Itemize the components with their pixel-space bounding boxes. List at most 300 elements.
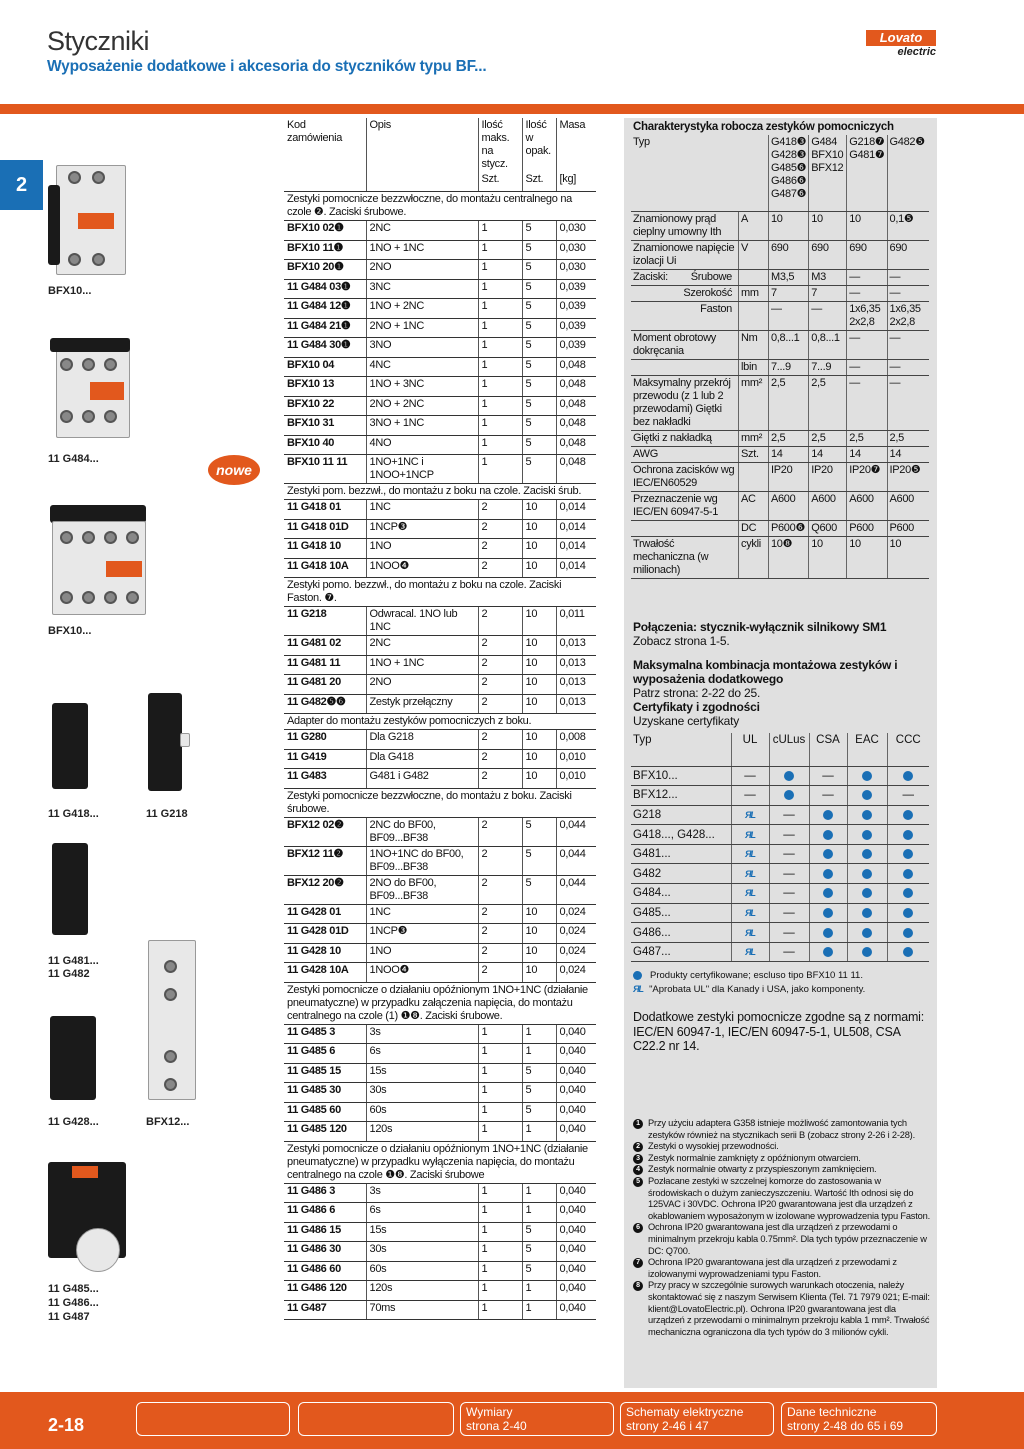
char-row <box>631 462 929 491</box>
certified-dot-icon <box>903 830 913 840</box>
product-label: 11 G218 <box>146 808 188 820</box>
certified-dot-icon <box>823 908 833 918</box>
char-row <box>631 269 929 285</box>
cert-value <box>769 766 809 786</box>
cell-desc: 1NC <box>366 904 478 924</box>
certified-dot-icon <box>823 830 833 840</box>
table-row[interactable] <box>284 943 596 963</box>
cert-value: — <box>887 786 929 806</box>
char-label: Przeznaczenie wg IEC/EN 60947-5-1 <box>631 491 739 520</box>
cell-code: 11 G481 02 <box>284 636 366 656</box>
footnote-number-icon: 8 <box>633 1281 643 1291</box>
cell-code: 11 G484 12❶ <box>284 299 366 319</box>
cell-pack: 1 <box>522 1183 556 1203</box>
table-row[interactable] <box>284 769 596 789</box>
char-unit: mm² <box>739 430 769 446</box>
table-row[interactable] <box>284 500 596 520</box>
char-value: — <box>809 301 847 330</box>
cell-mass: 0,048 <box>556 435 596 455</box>
table-row[interactable] <box>284 260 596 280</box>
cell-code: 11 G485 60 <box>284 1102 366 1122</box>
cell-desc: 1NO + 1NC <box>366 655 478 675</box>
cell-mass: 0,024 <box>556 904 596 924</box>
table-row[interactable] <box>284 1300 596 1320</box>
table-row[interactable] <box>284 1063 596 1083</box>
product-label: 11 G484... <box>48 453 99 465</box>
char-row <box>631 359 929 375</box>
table-row[interactable] <box>284 396 596 416</box>
cell-code: BFX10 13 <box>284 377 366 397</box>
cert-value <box>847 864 887 884</box>
cell-pack: 5 <box>522 846 556 875</box>
product-label: 11 G481... <box>48 955 99 967</box>
table-row[interactable] <box>284 1281 596 1301</box>
cell-desc: 6s <box>366 1044 478 1064</box>
table-row[interactable] <box>284 749 596 769</box>
char-value: A600 <box>809 491 847 520</box>
cell-mass: 0,040 <box>556 1024 596 1044</box>
cert-value <box>887 825 929 845</box>
char-value: — <box>847 330 887 359</box>
cell-code: BFX12 20❷ <box>284 875 366 904</box>
table-row[interactable] <box>284 655 596 675</box>
cell-qty: 1 <box>478 1063 522 1083</box>
cell-desc: 3s <box>366 1183 478 1203</box>
product-image-g481 <box>52 843 92 938</box>
char-row <box>631 536 929 578</box>
cell-mass: 0,040 <box>556 1261 596 1281</box>
cert-row <box>631 923 929 943</box>
section-title-row <box>284 484 596 500</box>
cell-pack: 5 <box>522 1242 556 1262</box>
cert-value: — <box>731 766 769 786</box>
footnote: 7 Ochrona IP20 gwarantowana jest dla urządzeń z przewodami z izolowanymi wyprowadzeniami typu Faston. <box>633 1257 933 1280</box>
char-value: 690 <box>768 240 808 269</box>
char-value: 2,5 <box>768 375 808 430</box>
section-title-row <box>284 714 596 730</box>
cert-value <box>887 864 929 884</box>
cell-pack: 10 <box>522 694 556 714</box>
cell-qty: 1 <box>478 240 522 260</box>
table-row[interactable] <box>284 924 596 944</box>
cell-qty: 2 <box>478 694 522 714</box>
cell-qty: 1 <box>478 1183 522 1203</box>
cell-code: 11 G486 15 <box>284 1222 366 1242</box>
cell-desc: Dla G418 <box>366 749 478 769</box>
cell-pack: 10 <box>522 730 556 750</box>
cell-pack: 1 <box>522 1024 556 1044</box>
char-unit <box>739 462 769 491</box>
cell-desc: 30s <box>366 1242 478 1262</box>
cell-desc: 1NO + 1NC <box>366 240 478 260</box>
cell-mass: 0,030 <box>556 240 596 260</box>
cert-type: G487... <box>631 942 731 962</box>
cell-qty: 2 <box>478 846 522 875</box>
certified-dot-icon <box>862 947 872 957</box>
max-combo-block <box>633 658 929 728</box>
page-subtitle: Wyposażenie dodatkowe i akcesoria do styczników typu BF... <box>47 58 487 75</box>
table-row[interactable] <box>284 675 596 695</box>
cert-value <box>809 844 847 864</box>
cell-pack: 5 <box>522 416 556 436</box>
table-row[interactable] <box>284 240 596 260</box>
cell-desc: 2NO do BF00, BF09...BF38 <box>366 875 478 904</box>
table-row[interactable] <box>284 1122 596 1142</box>
table-row[interactable] <box>284 1203 596 1223</box>
cell-qty: 2 <box>478 943 522 963</box>
cert-value <box>847 942 887 962</box>
cert-col-ul: UL <box>731 733 769 766</box>
char-value: — <box>887 285 929 301</box>
cert-value <box>847 903 887 923</box>
table-row[interactable] <box>284 1102 596 1122</box>
cell-desc: 15s <box>366 1222 478 1242</box>
cell-code: 11 G418 10A <box>284 558 366 578</box>
ul-recognized-icon: ЯL <box>744 888 756 899</box>
cell-desc: 2NO + 1NC <box>366 318 478 338</box>
char-value: 7...9 <box>809 359 847 375</box>
char-value: P600 <box>887 520 929 536</box>
char-value: — <box>847 375 887 430</box>
cert-row <box>631 864 929 884</box>
char-value: 10 <box>809 536 847 578</box>
cell-code: BFX10 11 11 <box>284 455 366 484</box>
cell-code: 11 G428 01 <box>284 904 366 924</box>
cert-value <box>731 844 769 864</box>
table-row[interactable] <box>284 1222 596 1242</box>
connection-title: Połączenia: stycznik-wyłącznik silnikowy SM1 <box>633 620 887 634</box>
cell-code: BFX10 40 <box>284 435 366 455</box>
cell-mass: 0,040 <box>556 1300 596 1320</box>
table-row[interactable] <box>284 1183 596 1203</box>
char-row <box>631 446 929 462</box>
certified-dot-icon <box>862 830 872 840</box>
lovato-logo <box>866 30 936 60</box>
cell-desc: 2NC <box>366 636 478 656</box>
cell-pack: 10 <box>522 519 556 539</box>
cert-value <box>731 825 769 845</box>
char-unit: V <box>739 240 769 269</box>
char-row <box>631 211 929 240</box>
table-row[interactable] <box>284 435 596 455</box>
footer-link-dimensions[interactable]: Wymiary strona 2-40 <box>460 1402 614 1436</box>
cell-qty: 2 <box>478 769 522 789</box>
table-row[interactable] <box>284 318 596 338</box>
cert-value: — <box>769 844 809 864</box>
cert-type: G481... <box>631 844 731 864</box>
table-row[interactable] <box>284 357 596 377</box>
cell-code: 11 G428 01D <box>284 924 366 944</box>
char-label: Moment obrotowy dokręcania <box>631 330 739 359</box>
certified-dot-icon <box>823 810 833 820</box>
cell-qty: 1 <box>478 1044 522 1064</box>
cell-qty: 2 <box>478 655 522 675</box>
cert-value: — <box>769 942 809 962</box>
cert-value: — <box>769 864 809 884</box>
certified-dot-icon <box>784 771 794 781</box>
cell-code: 11 G418 01 <box>284 500 366 520</box>
cell-pack: 5 <box>522 396 556 416</box>
footnotes <box>633 1118 933 1338</box>
table-row[interactable] <box>284 963 596 983</box>
product-image-bfx10-4 <box>50 505 148 617</box>
product-label: 11 G485... <box>48 1283 99 1295</box>
cell-code: 11 G486 120 <box>284 1281 366 1301</box>
col-desc: Opis <box>366 118 478 172</box>
table-row[interactable] <box>284 1024 596 1044</box>
footer-link-technical-data[interactable]: Dane techniczne strony 2-48 do 65 i 69 <box>781 1402 937 1436</box>
cell-mass: 0,048 <box>556 416 596 436</box>
cell-pack: 5 <box>522 817 556 846</box>
cell-mass: 0,013 <box>556 636 596 656</box>
cell-qty: 2 <box>478 963 522 983</box>
char-unit: Nm <box>739 330 769 359</box>
table-row[interactable] <box>284 1261 596 1281</box>
cert-value <box>809 864 847 884</box>
chapter-tab[interactable]: 2 <box>0 160 43 210</box>
cell-pack: 1 <box>522 1122 556 1142</box>
section-title: Adapter do montażu zestyków pomocniczych z boku. <box>284 714 596 730</box>
char-value: M3,5 <box>768 269 808 285</box>
table-row[interactable] <box>284 1044 596 1064</box>
char-value: 1x6,35 2x2,8 <box>847 301 887 330</box>
table-row[interactable] <box>284 539 596 559</box>
cell-pack: 1 <box>522 1281 556 1301</box>
cell-qty: 1 <box>478 1261 522 1281</box>
char-unit: AC <box>739 491 769 520</box>
table-row[interactable] <box>284 377 596 397</box>
cert-value: — <box>809 766 847 786</box>
cert-value <box>887 942 929 962</box>
section-title: Zestyki pomocnicze bezzwłoczne, do montażu z boku. Zaciski śrubowe. <box>284 788 596 817</box>
cell-mass: 0,040 <box>556 1183 596 1203</box>
cert-type: BFX10... <box>631 766 731 786</box>
cert-type: G482 <box>631 864 731 884</box>
product-label: 11 G418... <box>48 808 99 820</box>
characteristics-table <box>631 120 929 579</box>
cert-value: — <box>769 805 809 825</box>
char-label: Giętki z nakładką <box>631 430 739 446</box>
cert-value <box>809 825 847 845</box>
char-value: 14 <box>768 446 808 462</box>
cell-code: 11 G485 3 <box>284 1024 366 1044</box>
cell-mass: 0,014 <box>556 539 596 559</box>
cell-pack: 1 <box>522 1203 556 1223</box>
cert-row <box>631 903 929 923</box>
cell-code: 11 G484 03❶ <box>284 279 366 299</box>
type-label: Typ <box>631 135 739 211</box>
table-row[interactable] <box>284 730 596 750</box>
table-row[interactable] <box>284 694 596 714</box>
cell-pack: 5 <box>522 875 556 904</box>
table-units-row <box>284 172 596 192</box>
certified-dot-icon <box>862 928 872 938</box>
section-title: Zestyki pomocnicze o działaniu opóźnionym 1NO+1NC (działanie pneumatyczne) w przypadku załączenia napięcia, do montażu centralnego na czole (1) ❶❽. Zaciski śrubowe. <box>284 982 596 1024</box>
char-label: Faston <box>631 301 739 330</box>
cell-qty: 1 <box>478 1300 522 1320</box>
cell-qty: 1 <box>478 435 522 455</box>
cell-pack: 10 <box>522 607 556 636</box>
cell-code: 11 G485 6 <box>284 1044 366 1064</box>
table-row[interactable] <box>284 279 596 299</box>
cell-pack: 1 <box>522 1300 556 1320</box>
cert-value <box>847 805 887 825</box>
cell-desc: 1NOO❹ <box>366 558 478 578</box>
cell-code: 11 G428 10 <box>284 943 366 963</box>
char-value: 10 <box>768 211 808 240</box>
section-title-row <box>284 788 596 817</box>
certified-dot-icon <box>862 869 872 879</box>
cell-qty: 1 <box>478 221 522 241</box>
cell-qty: 1 <box>478 1083 522 1103</box>
cell-pack: 10 <box>522 963 556 983</box>
cert-value: — <box>809 786 847 806</box>
cell-mass: 0,011 <box>556 607 596 636</box>
cell-pack: 5 <box>522 377 556 397</box>
cell-code: BFX10 04 <box>284 357 366 377</box>
cell-desc: 1NCP❸ <box>366 519 478 539</box>
cell-desc: 60s <box>366 1261 478 1281</box>
char-row <box>631 520 929 536</box>
char-label: Znamionowe napięcie izolacji Ui <box>631 240 739 269</box>
cell-desc: 3NC <box>366 279 478 299</box>
table-row[interactable] <box>284 875 596 904</box>
cert-row <box>631 825 929 845</box>
char-value: 10 <box>847 211 887 240</box>
cert-type: G486... <box>631 923 731 943</box>
cell-pack: 5 <box>522 1261 556 1281</box>
char-value: Q600 <box>809 520 847 536</box>
char-value: P600 <box>847 520 887 536</box>
footer-link-1[interactable] <box>136 1402 290 1436</box>
table-row[interactable] <box>284 338 596 358</box>
char-value: 7...9 <box>768 359 808 375</box>
cell-mass: 0,030 <box>556 221 596 241</box>
product-label: 11 G482 <box>48 968 90 980</box>
ul-recognized-icon: ЯL <box>744 809 756 820</box>
connection-text[interactable]: Zobacz strona 1-5. <box>633 634 730 648</box>
cell-mass: 0,040 <box>556 1222 596 1242</box>
cell-qty: 1 <box>478 299 522 319</box>
table-row[interactable] <box>284 1242 596 1262</box>
cell-qty: 2 <box>478 730 522 750</box>
table-row[interactable] <box>284 904 596 924</box>
char-unit: Szt. <box>739 446 769 462</box>
char-label: Ochrona zacisków wg IEC/EN60529 <box>631 462 739 491</box>
cert-type: G218 <box>631 805 731 825</box>
char-unit: mm <box>739 285 769 301</box>
cell-mass: 0,044 <box>556 875 596 904</box>
table-row[interactable] <box>284 1083 596 1103</box>
cell-code: 11 G484 30❶ <box>284 338 366 358</box>
footer-link-2[interactable] <box>298 1402 454 1436</box>
table-row[interactable] <box>284 558 596 578</box>
cert-row <box>631 805 929 825</box>
char-unit: lbin <box>739 359 769 375</box>
table-row[interactable] <box>284 416 596 436</box>
cell-code: BFX10 02❶ <box>284 221 366 241</box>
cert-value <box>887 766 929 786</box>
certifications-table <box>631 733 929 962</box>
cell-qty: 1 <box>478 1102 522 1122</box>
footer-link-diagrams[interactable]: Schematy elektryczne strony 2-46 i 47 <box>620 1402 774 1436</box>
table-row[interactable] <box>284 221 596 241</box>
cell-desc: 60s <box>366 1102 478 1122</box>
cell-qty: 1 <box>478 338 522 358</box>
cell-desc: 3s <box>366 1024 478 1044</box>
char-value: 10❽ <box>768 536 808 578</box>
cell-mass: 0,040 <box>556 1063 596 1083</box>
table-row[interactable] <box>284 817 596 846</box>
table-row[interactable] <box>284 299 596 319</box>
cell-qty: 1 <box>478 1242 522 1262</box>
char-label: Szerokość <box>631 285 739 301</box>
cell-desc: Dla G218 <box>366 730 478 750</box>
footnote: 5 Pozłacane zestyki w szczelnej komorze do zastosowania w środowiskach o dużym zanieczyszczeniu. Wartość Ith odnosi się do 125VAC i 30VDC. Ochrona IP20 gwarantowana jest dla urządzeń z okablowaniem wyposażonym w izolowane wyprowadzenia typu Faston. <box>633 1176 933 1222</box>
product-image-g485 <box>48 1162 130 1274</box>
char-value: A600 <box>768 491 808 520</box>
cell-mass: 0,048 <box>556 396 596 416</box>
cell-qty: 2 <box>478 924 522 944</box>
cell-qty: 2 <box>478 749 522 769</box>
cell-code: BFX12 11❷ <box>284 846 366 875</box>
char-value: 690 <box>847 240 887 269</box>
table-row[interactable] <box>284 519 596 539</box>
table-row[interactable] <box>284 607 596 636</box>
cell-pack: 5 <box>522 1222 556 1242</box>
cell-mass: 0,013 <box>556 655 596 675</box>
certified-dot-icon <box>862 849 872 859</box>
cert-value <box>769 786 809 806</box>
table-row[interactable] <box>284 846 596 875</box>
certified-dot-icon <box>903 888 913 898</box>
cell-code: 11 G485 120 <box>284 1122 366 1142</box>
cell-mass: 0,048 <box>556 455 596 484</box>
cell-qty: 1 <box>478 1203 522 1223</box>
cert-type: G418..., G428... <box>631 825 731 845</box>
char-row <box>631 330 929 359</box>
type-col-4: G482❺ <box>887 135 929 211</box>
certified-dot-icon <box>903 869 913 879</box>
table-row[interactable] <box>284 636 596 656</box>
char-row <box>631 430 929 446</box>
cell-desc: 70ms <box>366 1300 478 1320</box>
certified-dot-icon <box>862 771 872 781</box>
cell-pack: 1 <box>522 1044 556 1064</box>
char-value: 0,1❺ <box>887 211 929 240</box>
certified-dot-icon <box>903 947 913 957</box>
char-value: — <box>847 269 887 285</box>
char-value: 14 <box>809 446 847 462</box>
section-title-row <box>284 1141 596 1183</box>
cell-pack: 10 <box>522 500 556 520</box>
cert-header-row <box>631 733 929 766</box>
table-row[interactable] <box>284 455 596 484</box>
characteristics-title: Charakterystyka robocza zestyków pomocniczych <box>633 121 894 133</box>
char-value: M3 <box>809 269 847 285</box>
cell-qty: 1 <box>478 416 522 436</box>
cert-value <box>731 923 769 943</box>
char-row <box>631 285 929 301</box>
cell-desc: 1NO <box>366 943 478 963</box>
cell-qty: 2 <box>478 539 522 559</box>
footnote-number-icon: 7 <box>633 1258 643 1268</box>
cell-mass: 0,040 <box>556 1203 596 1223</box>
footnote-number-icon: 4 <box>633 1165 643 1175</box>
cell-mass: 0,039 <box>556 338 596 358</box>
cell-mass: 0,039 <box>556 279 596 299</box>
max-combo-text[interactable]: Patrz strona: 2-22 do 25. <box>633 686 761 700</box>
